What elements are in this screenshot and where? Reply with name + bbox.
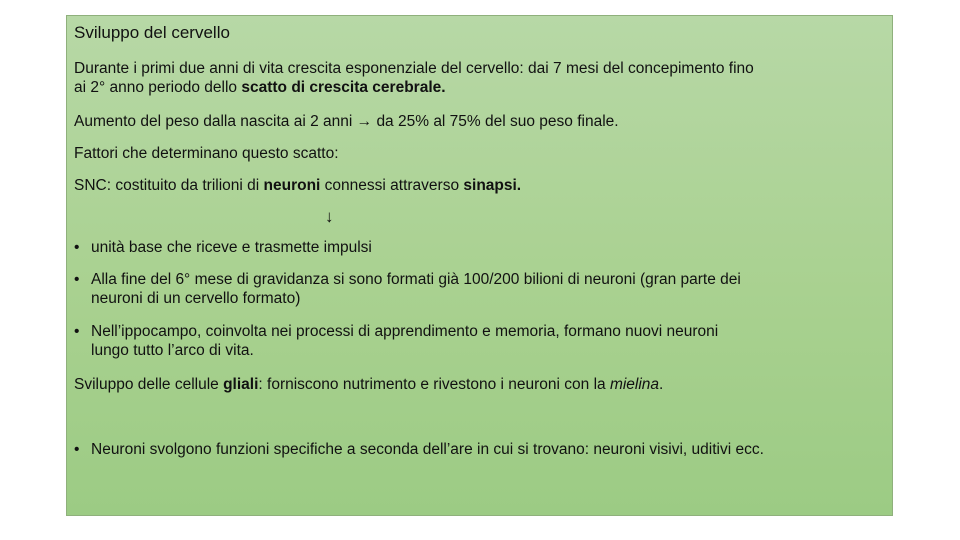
list-item xyxy=(91,270,891,308)
paragraph: Fattori che determinano questo scatto: xyxy=(74,145,339,162)
list-item xyxy=(91,322,891,360)
list-item-text: Nell’ippocampo, coinvolta nei processi di apprendimento e memoria, formano nuovi neuroni xyxy=(91,323,719,340)
text-span: : forniscono nutrimento e rivestono i neuroni con la xyxy=(258,376,610,393)
text-span: Sviluppo delle cellule xyxy=(74,376,224,393)
paragraph xyxy=(74,176,521,195)
bullet-icon: • xyxy=(74,271,80,288)
bold-text: sinapsi. xyxy=(463,177,522,194)
list-item xyxy=(91,238,891,257)
text-span: . xyxy=(659,376,664,393)
slide-title: Sviluppo del cervello xyxy=(74,23,230,42)
paragraph xyxy=(74,375,663,394)
bullet-icon: • xyxy=(74,323,80,340)
paragraph-line: Durante i primi due anni di vita crescita esponenziale del cervello: dai 7 mesi del concepimento fino xyxy=(74,60,754,77)
list-item xyxy=(91,440,891,459)
list-item-text: lungo tutto l’arco di vita. xyxy=(91,342,254,359)
italic-text: mielina xyxy=(609,376,660,393)
paragraph: Aumento del peso dalla nascita ai 2 anni → da 25% al 75% del suo peso finale. xyxy=(74,113,619,130)
content-panel xyxy=(66,15,893,516)
list-item-text: Alla fine del 6° mese di gravidanza si sono formati già 100/200 bilioni di neuroni (gran parte dei xyxy=(91,271,741,288)
down-arrow-icon: ↓ xyxy=(325,207,334,226)
list-item-text: unità base che riceve e trasmette impulsi xyxy=(91,239,372,256)
text-span: ai 2° anno periodo dello xyxy=(74,79,242,96)
bold-text: scatto di crescita cerebrale. xyxy=(241,79,446,96)
paragraph-line xyxy=(74,78,446,97)
bullet-icon: • xyxy=(74,441,80,458)
list-item-text: Neuroni svolgono funzioni specifiche a seconda dell’are in cui si trovano: neuroni visivi, uditivi ecc. xyxy=(91,441,764,458)
list-item-text: neuroni di un cervello formato) xyxy=(91,290,301,307)
bold-text: neuroni xyxy=(263,177,321,194)
bullet-icon: • xyxy=(74,239,80,256)
text-span: SNC: costituito da trilioni di xyxy=(74,177,264,194)
text-span: connessi attraverso xyxy=(320,177,464,194)
bold-text: gliali xyxy=(223,376,259,393)
